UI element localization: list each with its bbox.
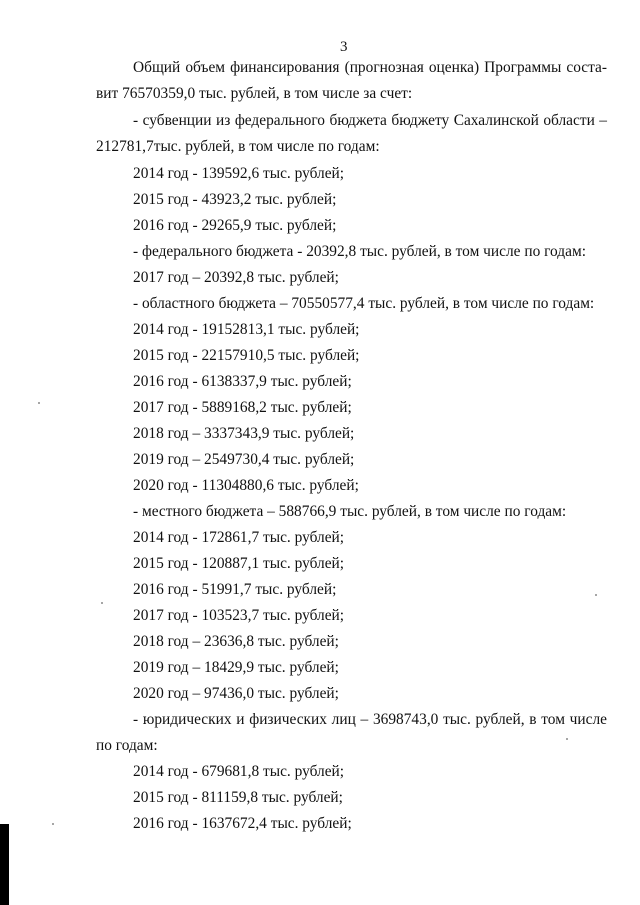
scan-speck (566, 738, 568, 740)
paragraph-line: - областного бюджета – 70550577,4 тыс. рублей, в том числе по годам: (133, 295, 595, 312)
scan-speck (101, 602, 103, 604)
year-line: 2014 год - 172861,7 тыс. рублей; (133, 529, 345, 546)
year-line: 2020 год – 97436,0 тыс. рублей; (133, 685, 339, 702)
scan-speck (595, 594, 597, 596)
year-line: 2016 год - 6138337,9 тыс. рублей; (133, 373, 352, 390)
year-line: 2018 год – 23636,8 тыс. рублей; (133, 633, 339, 650)
year-line: 2016 год - 51991,7 тыс. рублей; (133, 581, 337, 598)
year-line: 2017 год – 20392,8 тыс. рублей; (133, 269, 339, 286)
paragraph-line: вит 76570359,0 тыс. рублей, в том числе за счет: (96, 85, 413, 102)
year-line: 2019 год – 18429,9 тыс. рублей; (133, 659, 339, 676)
scan-speck (38, 402, 40, 404)
year-line: 2017 год - 5889168,2 тыс. рублей; (133, 399, 352, 416)
paragraph-line: - федерального бюджета - 20392,8 тыс. рублей, в том числе по годам: (133, 243, 586, 260)
scan-speck (52, 823, 54, 825)
paragraph-line: Общий объем финансирования (прогнозная оценка) Программы соста- (133, 59, 607, 76)
paragraph-line: по годам: (96, 737, 158, 754)
scan-edge-mark (0, 824, 9, 905)
year-line: 2015 год - 43923,2 тыс. рублей; (133, 191, 337, 208)
year-line: 2014 год - 139592,6 тыс. рублей; (133, 165, 345, 182)
year-line: 2016 год - 29265,9 тыс. рублей; (133, 217, 337, 234)
year-line: 2015 год - 811159,8 тыс. рублей; (133, 789, 343, 806)
paragraph-line: 212781,7тыс. рублей, в том числе по годам: (96, 138, 380, 155)
paragraph-line: - местного бюджета – 588766,9 тыс. рублей, в том числе по годам: (133, 503, 567, 520)
year-line: 2015 год - 120887,1 тыс. рублей; (133, 555, 345, 572)
page-number: 3 (340, 39, 348, 55)
year-line: 2017 год - 103523,7 тыс. рублей; (133, 607, 345, 624)
year-line: 2018 год – 3337343,9 тыс. рублей; (133, 425, 355, 442)
year-line: 2014 год - 19152813,1 тыс. рублей; (133, 321, 360, 338)
year-line: 2016 год - 1637672,4 тыс. рублей; (133, 815, 352, 832)
year-line: 2019 год – 2549730,4 тыс. рублей; (133, 451, 355, 468)
paragraph-line: - субвенции из федерального бюджета бюджету Сахалинской области – (133, 112, 607, 129)
year-line: 2020 год - 11304880,6 тыс. рублей; (133, 477, 359, 494)
paragraph-line: - юридических и физических лиц – 3698743,0 тыс. рублей, в том числе (133, 711, 607, 728)
year-line: 2014 год - 679681,8 тыс. рублей; (133, 763, 345, 780)
year-line: 2015 год - 22157910,5 тыс. рублей; (133, 347, 360, 364)
